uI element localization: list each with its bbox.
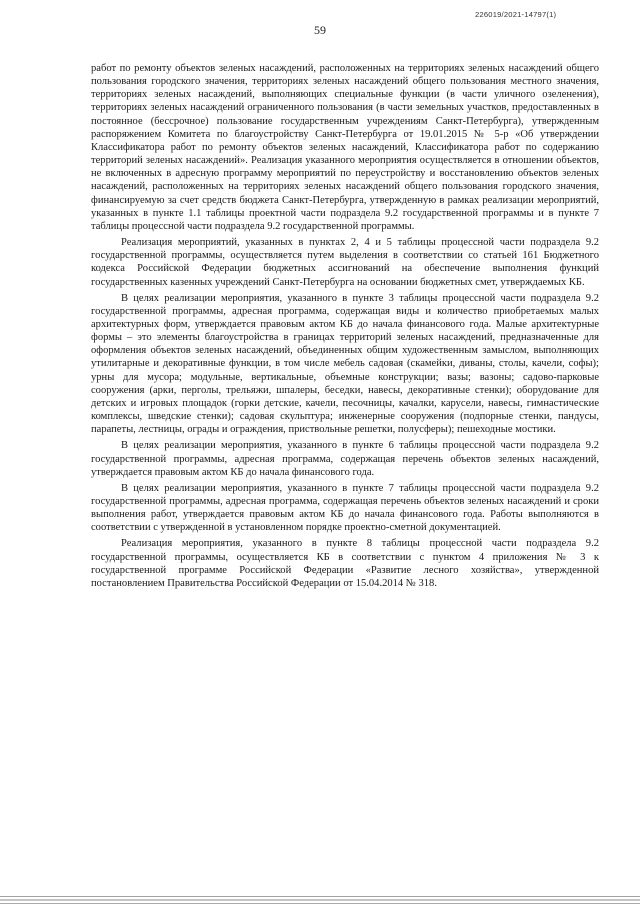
scan-edge-line bbox=[0, 899, 640, 901]
scan-edge-line bbox=[0, 903, 640, 904]
paragraph: Реализация мероприятий, указанных в пунктах 2, 4 и 5 таблицы процессной части подраздела 9.2 государственной программы, осуществляется путем выделения в соответствии со статьей 161 Бюджетного кодекса Российской Федерации бюджетных ассигнований на обеспечение выполнения функций государственных казенных учреждений Санкт-Петербурга на основании бюджетных смет, утверждаемых КБ. bbox=[91, 237, 599, 288]
scan-edge-line bbox=[0, 896, 640, 897]
paragraph: Реализация мероприятия, указанного в пункте 8 таблицы процессной части подраздела 9.2 государственной программы, осуществляется КБ в соответствии с пунктом 4 приложения № 3 к государственной программе Российской Федерации «Развитие лесного хозяйства», утвержденной постановлением Правительства Российской Федерации от 15.04.2014 № 318. bbox=[91, 538, 599, 589]
page-number: 59 bbox=[314, 23, 326, 37]
paragraph-continuation: работ по ремонту объектов зеленых насаждений, расположенных на территориях зеленых насаждений общего пользования городского значения, территориях зеленых насаждений общего пользования местного значения, территориях зеленых насаждений, выполняющих специальные функции (в части уличного озеленения), территориях зеленых насаждений ограниченного пользования (в части земельных участков, предоставленных в постоянное (бессрочное) пользование государственным учреждениям Санкт-Петербурга), утвержденным распоряжением Комитета по благоустройству Санкт-Петербурга от 19.01.2015 № 5-р «Об утверждении Классификатора работ по ремонту объектов зеленых насаждений, Классификатора работ по содержанию территорий зеленых насаждений». Реализация указанного мероприятия осуществляется в отношении объектов, не включенных в адресную программу мероприятий по переустройству и восстановлению объектов зеленых насаждений, расположенных на территориях зеленых насаждений общего пользования городского значения, финансируемую за счет средств бюджета Санкт-Петербурга, утвержденную в рамках реализации мероприятий, указанных в пункте 1.1 таблицы проектной части подраздела 9.2 государственной программы и в пункте 7 таблицы процессной части подраздела 9.2 государственной программы. bbox=[91, 63, 599, 232]
document-registration-number: 226019/2021-14797(1) bbox=[475, 10, 557, 19]
paragraph: В целях реализации мероприятия, указанного в пункте 3 таблицы процессной части подраздела 9.2 государственной программы, адресная программа, содержащая виды и количество приобретаемых малых архитектурных форм, утверждается правовым актом КБ до начала финансового года. Малые архитектурные формы – это элементы благоустройства в границах территорий зеленых насаждений, предназначенные для оформления объектов зеленых насаждений, объединенных общим художественным замыслом, выполняющих утилитарные и декоративные функции, в том числе мебель садовая (скамейки, диваны, столы, качели, софы); урны для мусора; модульные, вертикальные, объемные конструкции; вазы; вазоны; садово-парковые сооружения (арки, перголы, трельяжи, шпалеры, беседки, навесы, декоративные стенки); оборудование для детских и игровых площадок (горки детские, качели, песочницы, качалки, карусели, навесы, гимнастические комплексы, шведские стенки); садовая скульптура; инженерные сооружения (подпорные стенки, пандусы, парапеты, лестницы, ограды и ограждения, приствольные решетки, полусферы); пешеходные мостики. bbox=[91, 292, 599, 436]
paragraph: В целях реализации мероприятия, указанного в пункте 7 таблицы процессной части подраздела 9.2 государственной программы, адресная программа, содержащая перечень объектов зеленых насаждений и сроки выполнения работ, утверждается правовым актом КБ до начала финансового года. Работы выполняются в соответствии с утвержденной в установленном порядке проектно-сметной документацией. bbox=[91, 482, 599, 534]
paragraph: В целях реализации мероприятия, указанного в пункте 6 таблицы процессной части подраздела 9.2 государственной программы, адресная программа, содержащая перечень объектов зеленых насаждений, утверждается правовым актом КБ до начала финансового года. bbox=[91, 440, 599, 478]
document-body bbox=[91, 62, 599, 590]
